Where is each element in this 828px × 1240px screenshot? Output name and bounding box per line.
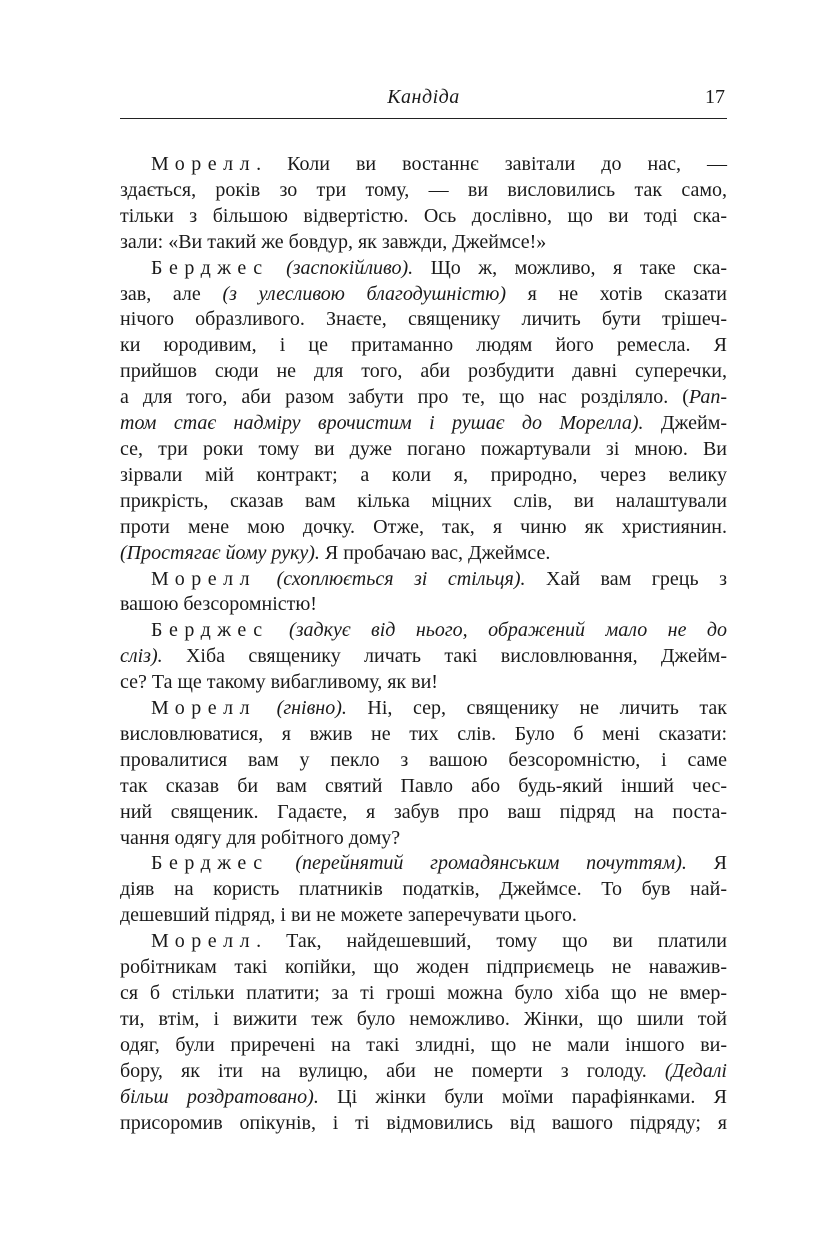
line-text: зірвали мій контракт; а коли я, природно, через велику: [120, 463, 727, 486]
text-line: [120, 1033, 727, 1059]
text-line: [120, 567, 727, 593]
text-line: [120, 333, 727, 359]
line-text: [256, 568, 276, 590]
line-text: Джейм-: [643, 412, 728, 435]
line-text: я не хотів сказати: [505, 282, 727, 305]
stage-direction: (перейнятий громадянським почуттям).: [295, 852, 687, 875]
speaker-name: Берджес: [151, 256, 269, 279]
page-header: [120, 84, 727, 119]
text-line: [120, 826, 727, 852]
text-line: [120, 230, 727, 256]
text-line: [120, 204, 727, 230]
line-text: ки юродивим, і це притаманно людям його ремесла. Я: [120, 334, 727, 357]
stage-direction: (з улесливою благодушністю): [222, 282, 506, 305]
line-text: тільки з більшою відвертістю. Ось дослівно, що ви тоді ска-: [120, 204, 727, 227]
line-text: Ці жінки були моїми парафіянками. Я: [318, 1085, 728, 1108]
text-line: [120, 800, 727, 826]
text-line: [120, 644, 727, 670]
line-text: вашою безсоромністю!: [120, 593, 317, 616]
text-line: [120, 1059, 727, 1085]
line-text: провалитися вам у пекло з вашою безсоромністю, і саме: [120, 748, 727, 771]
stage-direction: більш роздратовано).: [120, 1085, 319, 1108]
text-line: [120, 903, 727, 929]
text-line: [120, 1007, 727, 1033]
line-text: се? Та ще такому вибагливому, як ви!: [120, 671, 438, 694]
line-text: Хіба священику личать такі висловлювання, Джейм-: [162, 645, 727, 668]
stage-direction: сліз).: [120, 645, 163, 668]
stage-direction: (задкує від нього, ображений мало не до: [289, 619, 728, 642]
text-line: [120, 722, 727, 748]
line-text: зав, але: [120, 282, 223, 305]
text-line: [120, 592, 727, 618]
line-text: здається, років зо три тому, — ви висловились так само,: [120, 178, 727, 201]
body-text: [120, 152, 727, 1136]
line-text: Я пробачаю вас, Джеймсе.: [319, 541, 551, 564]
speaker-name: Морелл: [151, 153, 257, 175]
line-text: се, три роки тому ви дуже погано пожартували зі мною. Ви: [120, 437, 727, 460]
line-text: Ні, сер, священику не личить так: [346, 697, 727, 720]
text-line: [120, 489, 727, 515]
text-line: [120, 256, 727, 282]
line-text: ся б стільки платити; за ті гроші можна було хіба що не вмер-: [120, 982, 727, 1004]
line-text: Я: [686, 852, 727, 875]
line-text: так сказав би вам святий Павло або будь-який інший чес-: [120, 774, 727, 797]
text-line: [120, 437, 727, 463]
line-text: Що ж, можливо, я таке ска-: [413, 256, 727, 279]
line-text: робітникам такі копійки, що жоден підприємець не наважив-: [120, 956, 727, 979]
running-title: Кандіда: [387, 86, 460, 108]
line-text: проти мене мою дочку. Отже, так, я чиню як християнин.: [120, 515, 727, 538]
text-line: [120, 877, 727, 903]
stage-direction: (заспокійливо).: [286, 256, 414, 279]
speaker-name: Морелл: [151, 697, 257, 720]
line-text: одяг, були приречені на такі злидні, що не мали іншого ви-: [120, 1033, 727, 1056]
stage-direction: том стає надміру врочистим і рушає до Морелла).: [120, 412, 644, 435]
line-text: [269, 619, 289, 641]
line-text: присоромив опікунів, і ті відмовились від вашого підряду; я: [120, 1111, 727, 1134]
line-text: дешевший підряд, і ви не можете заперечувати цього.: [120, 904, 577, 927]
text-line: [120, 515, 727, 541]
line-text: зали: «Ви такий же бовдур, як завжди, Джеймсе!»: [120, 230, 547, 253]
text-line: [120, 1085, 727, 1111]
text-line: [120, 748, 727, 774]
line-text: ти, втім, і вижити теж було неможливо. Жінки, що шили той: [120, 1007, 727, 1030]
line-text: Хай вам грець з: [525, 567, 727, 590]
text-line: [120, 411, 727, 437]
line-text: [256, 697, 277, 719]
text-line: [120, 774, 727, 800]
speaker-name: Берджес: [151, 852, 269, 875]
line-text: прикрість, сказав вам кілька міцних слів, ви налаштували: [120, 489, 727, 512]
line-text: . Коли ви востаннє завітали до нас, —: [256, 153, 727, 175]
stage-direction: (гнівно).: [276, 697, 347, 720]
stage-direction: (Дедалі: [664, 1059, 727, 1082]
speaker-name: Морелл: [151, 930, 257, 953]
text-line: [120, 955, 727, 981]
text-line: [120, 1111, 727, 1137]
text-line: [120, 178, 727, 204]
text-line: [120, 981, 727, 1007]
line-text: . Так, найдешевший, тому що ви платили: [256, 930, 727, 953]
line-text: чання одягу для робітного дому?: [120, 826, 401, 849]
page-number: 17: [705, 86, 725, 108]
speaker-name: Морелл: [151, 567, 257, 590]
text-line: [120, 385, 727, 411]
line-text: нічого образливого. Знаєте, священику личить бути трішеч-: [120, 308, 727, 331]
text-line: [120, 929, 727, 955]
line-text: [269, 257, 286, 279]
text-line: [120, 307, 727, 333]
text-line: [120, 670, 727, 696]
line-text: [269, 852, 296, 874]
text-line: [120, 696, 727, 722]
speaker-name: Берджес: [151, 619, 269, 642]
stage-direction: (Простягає йому руку).: [120, 541, 320, 564]
text-line: [120, 152, 727, 178]
line-text: висловлюватися, я вжив не тих слів. Було б мені сказати:: [120, 722, 727, 745]
stage-direction: Рап-: [688, 386, 727, 409]
line-text: бору, як іти на вулицю, аби не померти з голоду.: [120, 1059, 665, 1082]
text-line: [120, 851, 727, 877]
line-text: прийшов сюди не для того, аби розбудити давні суперечки,: [120, 360, 727, 383]
text-line: [120, 618, 727, 644]
text-line: [120, 463, 727, 489]
line-text: діяв на користь платників податків, Джеймсе. То був най-: [120, 878, 727, 901]
line-text: ний священик. Гадаєте, я забув про ваш підряд на поста-: [120, 800, 727, 823]
text-line: [120, 541, 727, 567]
text-line: [120, 282, 727, 308]
line-text: а для того, аби разом забути про те, що нас розділяло. (: [120, 386, 689, 409]
text-line: [120, 359, 727, 385]
stage-direction: (схоплюється зі стільця).: [276, 567, 526, 590]
